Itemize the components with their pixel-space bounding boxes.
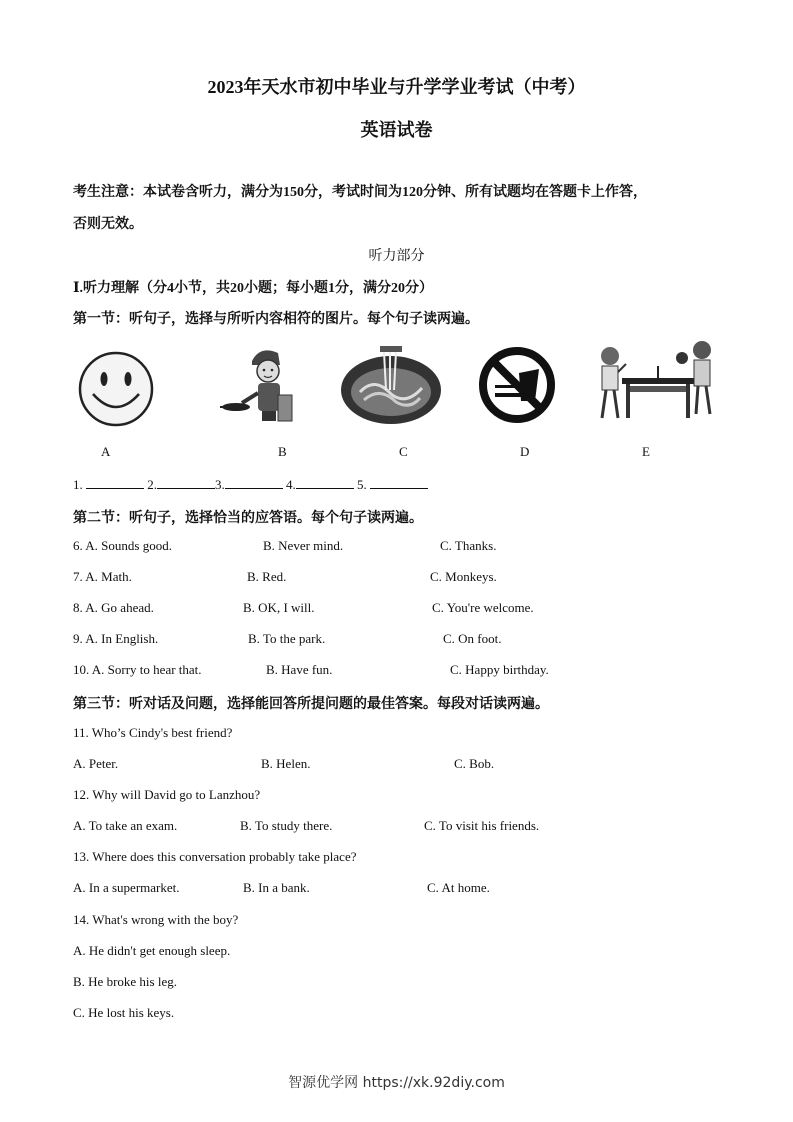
exam-notice-line2: 否则无效。: [73, 217, 143, 232]
question-11-stem: 11. Who’s Cindy's best friend?: [73, 725, 233, 740]
girl-cooking-icon: [218, 343, 296, 425]
blank-label: 2.: [147, 477, 157, 492]
no-eating-sign-icon: [477, 345, 557, 425]
question-14-option-a: A. He didn't get enough sleep.: [73, 943, 231, 958]
smiley-face-icon: [77, 350, 155, 428]
question-12-option-c: C. To visit his friends.: [424, 818, 540, 833]
picture-label-c: C: [399, 444, 408, 459]
question-11-option-b: B. Helen.: [261, 756, 311, 771]
question-6-option-c: C. Thanks.: [440, 538, 497, 553]
answer-blank[interactable]: [296, 476, 354, 489]
question-8-option-b: B. OK, I will.: [243, 600, 315, 615]
question-13-stem: 13. Where does this conversation probably take place?: [73, 849, 357, 864]
page-subtitle: 英语试卷: [360, 120, 433, 140]
subsection2-heading: 第二节：听句子，选择恰当的应答语。每个句子读两遍。: [73, 511, 423, 526]
picture-label-d: D: [520, 444, 530, 459]
question-11-option-a: A. Peter.: [73, 756, 119, 771]
subsection1-heading: 第一节：听句子，选择与所听内容相符的图片。每个句子读两遍。: [73, 312, 479, 327]
picture-label-a: A: [101, 444, 111, 459]
question-13-option-c: C. At home.: [427, 880, 490, 895]
noodles-bowl-icon: [340, 346, 442, 426]
question-8-option-a: 8. A. Go ahead.: [73, 600, 154, 615]
question-7-option-c: C. Monkeys.: [430, 569, 497, 584]
question-12-option-b: B. To study there.: [240, 818, 333, 833]
question-10-option-a: 10. A. Sorry to hear that.: [73, 662, 202, 677]
question-10-option-c: C. Happy birthday.: [450, 662, 549, 677]
question-10-option-b: B. Have fun.: [266, 662, 333, 677]
question-8-option-c: C. You're welcome.: [432, 600, 534, 615]
question-7-option-a: 7. A. Math.: [73, 569, 132, 584]
blank-label: 1.: [73, 477, 83, 492]
blank-label: 3.: [215, 477, 225, 492]
answer-blank[interactable]: [225, 476, 283, 489]
question-13-option-a: A. In a supermarket.: [73, 880, 180, 895]
question-9-option-b: B. To the park.: [248, 631, 326, 646]
subsection3-heading: 第三节：听对话及问题，选择能回答所提问题的最佳答案。每段对话读两遍。: [73, 697, 549, 712]
ping-pong-players-icon: [596, 338, 714, 430]
blank-label: 4.: [286, 477, 296, 492]
question-14-option-b: B. He broke his leg.: [73, 974, 177, 989]
exam-notice-line1: 考生注意：本试卷含听力，满分为150分，考试时间为120分钟、所有试题均在答题卡上作答，: [73, 185, 647, 200]
question-14-option-c: C. He lost his keys.: [73, 1005, 175, 1020]
question-13-option-b: B. In a bank.: [243, 880, 310, 895]
question-9-option-c: C. On foot.: [443, 631, 502, 646]
listening-part-heading: 听力部分: [368, 249, 425, 264]
picture-label-e: E: [642, 444, 650, 459]
section1-heading: Ⅰ.听力理解（分4小节，共20小题；每小题1分，满分20分）: [73, 281, 434, 296]
blank-label: 5.: [357, 477, 367, 492]
question-9-option-a: 9. A. In English.: [73, 631, 159, 646]
question-12-stem: 12. Why will David go to Lanzhou?: [73, 787, 261, 802]
page-title: 2023年天水市初中毕业与升学学业考试（中考）: [207, 77, 586, 97]
question-7-option-b: B. Red.: [247, 569, 287, 584]
question-6-option-b: B. Never mind.: [263, 538, 344, 553]
answer-blank[interactable]: [86, 476, 144, 489]
question-6-option-a: 6. A. Sounds good.: [73, 538, 172, 553]
question-12-option-a: A. To take an exam.: [73, 818, 178, 833]
answer-blanks-row: [73, 476, 428, 493]
answer-blank[interactable]: [370, 476, 428, 489]
footer-watermark: 智源优学网 https://xk.92diy.com: [288, 1075, 505, 1091]
picture-label-b: B: [278, 444, 287, 459]
question-11-option-c: C. Bob.: [454, 756, 495, 771]
question-14-stem: 14. What's wrong with the boy?: [73, 912, 239, 927]
answer-blank[interactable]: [157, 476, 215, 489]
